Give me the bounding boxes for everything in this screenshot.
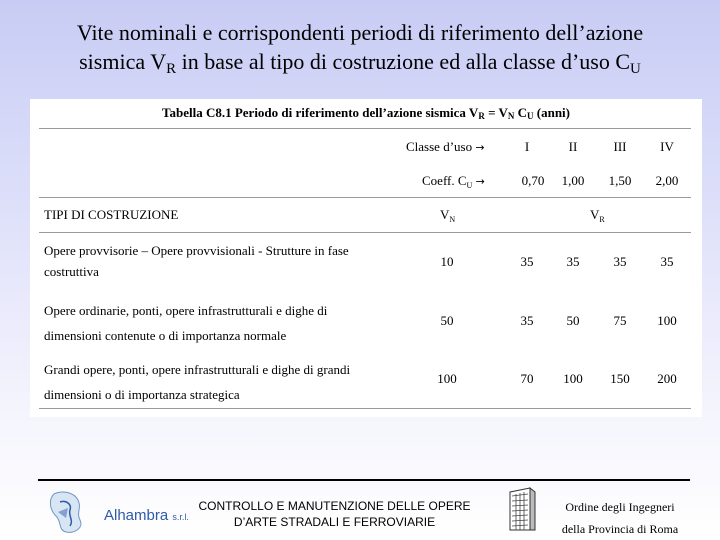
row-2-line-2: dimensioni contenute o di importanza normale bbox=[44, 328, 287, 343]
row-1-vn: 10 bbox=[440, 254, 454, 269]
coeff-iii: 1,50 bbox=[608, 173, 632, 188]
vr-header-sub: R bbox=[599, 215, 605, 224]
coeff-ii: 1,00 bbox=[561, 173, 585, 188]
footer-course-title bbox=[192, 498, 477, 530]
title-sub-u: U bbox=[630, 61, 641, 77]
coeff-i: 0,70 bbox=[521, 173, 545, 188]
vn-header-sub: N bbox=[449, 215, 456, 224]
building-icon bbox=[506, 486, 536, 532]
row-3-vr-iv: 200 bbox=[657, 371, 677, 386]
rule-header-top bbox=[39, 197, 691, 198]
class-iv: IV bbox=[660, 139, 674, 154]
rule-bottom bbox=[39, 408, 691, 409]
footer-divider bbox=[38, 479, 690, 481]
table-row-1-type bbox=[44, 240, 349, 282]
row-1-vr-iv: 35 bbox=[660, 254, 674, 269]
row-3-line-1: Grandi opere, ponti, opere infrastrutturali e dighe di grandi bbox=[44, 362, 351, 377]
row-2-vr-ii: 50 bbox=[566, 313, 580, 328]
row-3-vn: 100 bbox=[437, 371, 457, 386]
row-3-vr-iii: 150 bbox=[610, 371, 630, 386]
coeff-label-text: Coeff. C bbox=[422, 173, 467, 188]
arrow-right-icon: → bbox=[475, 141, 485, 154]
title-sub-r: R bbox=[166, 61, 177, 77]
logo-name: Alhambra bbox=[104, 507, 169, 524]
table-row-3-type bbox=[44, 357, 350, 407]
row-2-vr-i: 35 bbox=[520, 313, 534, 328]
row-1-line-2: costruttiva bbox=[44, 264, 99, 279]
rule-top bbox=[39, 128, 691, 129]
table-c8-1 bbox=[30, 99, 702, 417]
row-1-vr-iii: 35 bbox=[613, 254, 627, 269]
slide-title bbox=[0, 18, 720, 80]
footer-right-line-1: Ordine degli Ingegneri bbox=[565, 500, 675, 514]
classe-label bbox=[406, 139, 485, 155]
vn-header-text: V bbox=[440, 207, 450, 222]
caption-mid: = V bbox=[484, 105, 508, 120]
row-3-vr-ii: 100 bbox=[563, 371, 583, 386]
rule-header-bottom bbox=[39, 232, 691, 233]
title-line-2 bbox=[0, 47, 720, 80]
coeff-label bbox=[422, 173, 485, 189]
logo-suffix: s.r.l. bbox=[172, 512, 189, 522]
row-3-line-2: dimensioni o di importanza strategica bbox=[44, 387, 240, 402]
row-2-vr-iii: 75 bbox=[613, 313, 627, 328]
vr-header bbox=[590, 207, 605, 223]
classe-label-text: Classe d’uso bbox=[406, 139, 473, 154]
table-caption bbox=[30, 105, 702, 121]
caption-sub-n: N bbox=[507, 111, 515, 121]
footer-center-line-1: CONTROLLO E MANUTENZIONE DELLE OPERE bbox=[198, 499, 471, 513]
class-iii: III bbox=[613, 139, 627, 154]
caption-sub-u: U bbox=[527, 111, 534, 121]
vr-header-text: V bbox=[590, 207, 600, 222]
footer-right-line-2: della Provincia di Roma bbox=[561, 522, 679, 536]
coeff-iv: 2,00 bbox=[655, 173, 679, 188]
coeff-sub-u: U bbox=[466, 181, 473, 190]
caption-pre: Tabella C8.1 Periodo di riferimento dell’azione sismica V bbox=[162, 105, 479, 120]
class-i: I bbox=[524, 139, 530, 154]
table-row-2-type bbox=[44, 298, 327, 348]
vn-header bbox=[440, 207, 455, 223]
row-1-vr-ii: 35 bbox=[566, 254, 580, 269]
title-line-1: Vite nominali e corrispondenti periodi di riferimento dell’azione bbox=[76, 20, 644, 45]
class-ii: II bbox=[568, 139, 578, 154]
types-header: TIPI DI COSTRUZIONE bbox=[44, 207, 179, 222]
row-1-line-1: Opere provvisorie – Opere provvisionali - Strutture in fase bbox=[44, 243, 349, 258]
title-line-2-pre: sismica V bbox=[79, 49, 167, 74]
row-2-vn: 50 bbox=[440, 313, 454, 328]
row-3-vr-i: 70 bbox=[520, 371, 534, 386]
title-line-2-post: in base al tipo di costruzione ed alla classe d’uso C bbox=[176, 49, 631, 74]
footer-organization bbox=[552, 496, 688, 540]
alhambra-logo-text bbox=[104, 507, 189, 524]
footer-center-line-2: D’ARTE STRADALI E FERROVIARIE bbox=[233, 515, 436, 529]
caption-sub-r: R bbox=[478, 111, 485, 121]
row-2-line-1: Opere ordinarie, ponti, opere infrastrutturali e dighe di bbox=[44, 303, 328, 318]
caption-post: (anni) bbox=[533, 105, 570, 120]
row-1-vr-i: 35 bbox=[520, 254, 534, 269]
caption-mid2: C bbox=[514, 105, 528, 120]
arrow-right-icon: → bbox=[475, 175, 485, 188]
row-2-vr-iv: 100 bbox=[657, 313, 677, 328]
